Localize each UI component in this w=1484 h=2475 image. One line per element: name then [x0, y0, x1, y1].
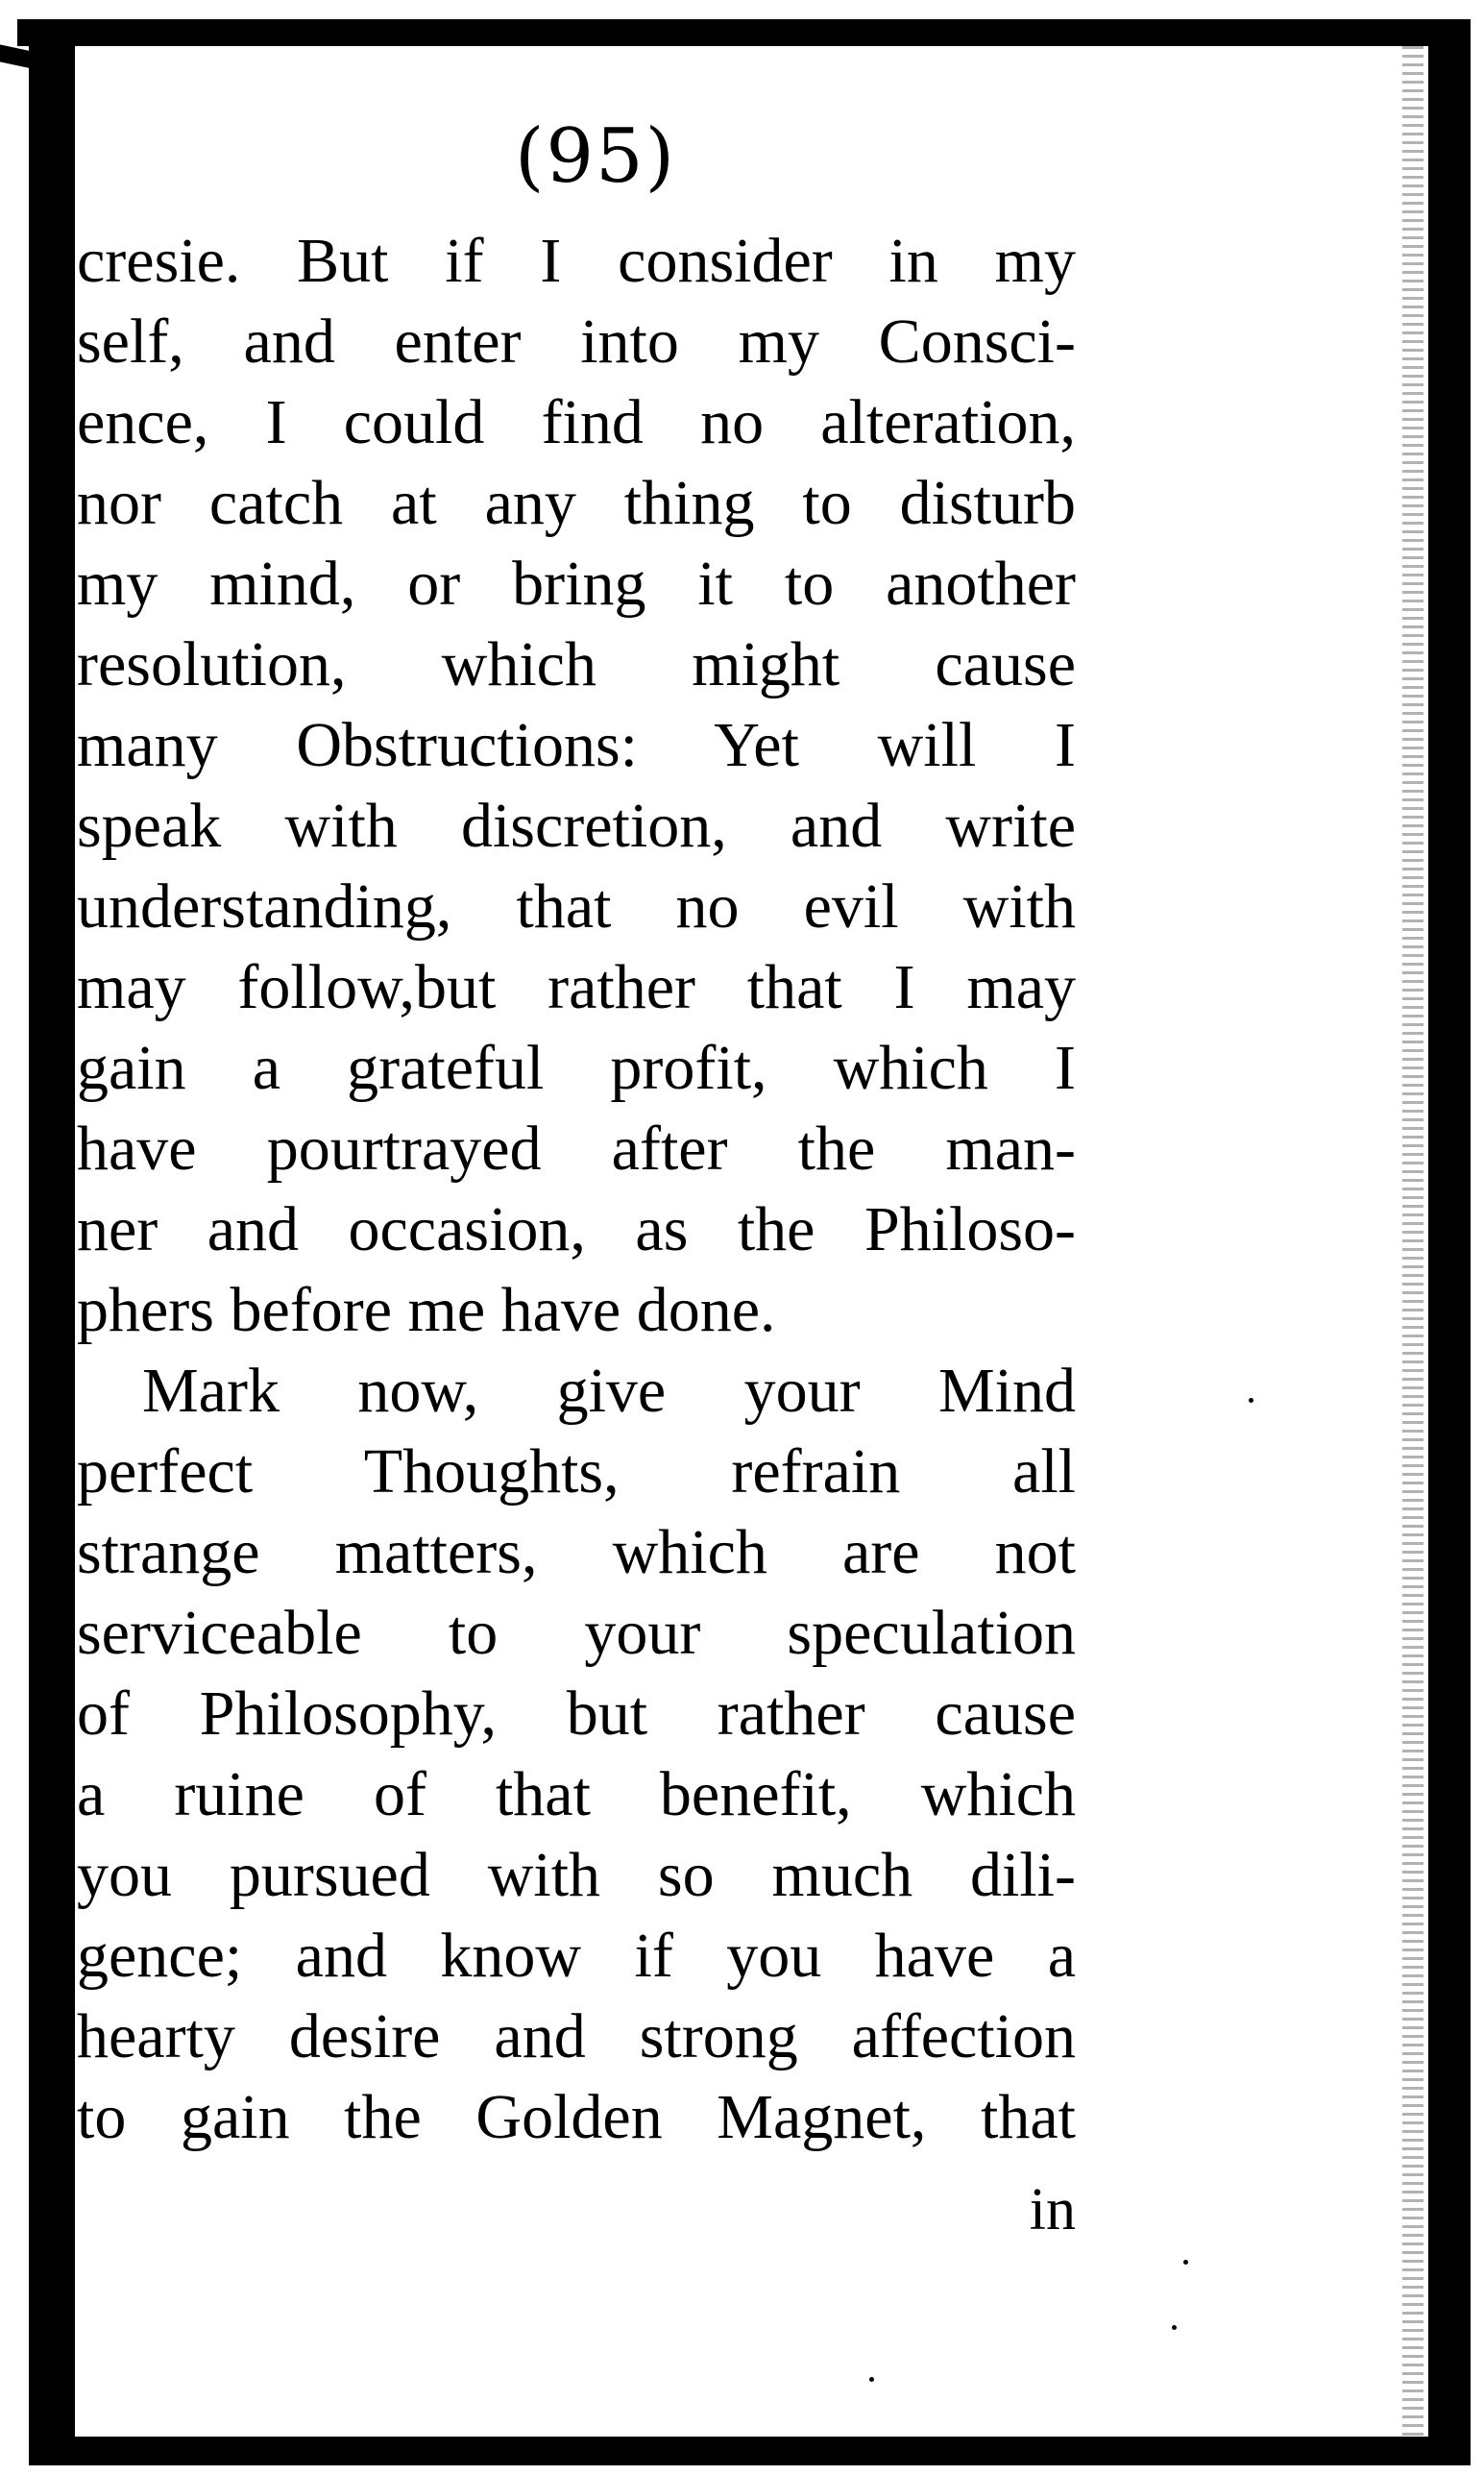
body-text — [77, 221, 1076, 2158]
page-edge-shading — [1402, 46, 1423, 2448]
text-line: resolution, which might cause — [77, 629, 1076, 699]
scan-border-left — [29, 19, 75, 2465]
text-line: serviceable to your speculation — [77, 1598, 1076, 1668]
text-line: of Philosophy, but rather cause — [77, 1679, 1076, 1749]
text-line: gence; and know if you have a — [77, 1921, 1076, 1991]
text-line: to gain the Golden Magnet, that — [77, 2082, 1076, 2152]
text-line: many Obstructions: Yet will I — [77, 710, 1076, 780]
scan-speck — [1172, 2325, 1177, 2330]
paragraph-1 — [77, 221, 1076, 1351]
text-line: phers before me have done. — [77, 1275, 776, 1345]
text-line: my mind, or bring it to another — [77, 549, 1076, 619]
text-line: a ruine of that benefit, which — [77, 1759, 1076, 1829]
text-line: perfect Thoughts, refrain all — [77, 1436, 1076, 1507]
text-line: hearty desire and strong affection — [77, 2001, 1076, 2071]
scan-corner-mark — [0, 44, 33, 68]
text-line: have pourtrayed after the man- — [77, 1114, 1076, 1184]
scan-speck — [1249, 1398, 1253, 1403]
scan-border-right — [1428, 19, 1471, 2465]
text-line: cresie. But if I consider in my — [77, 226, 1076, 296]
text-line: understanding, that no evil with — [77, 871, 1076, 942]
text-line: speak with discretion, and write — [77, 791, 1076, 861]
scan-speck — [869, 2377, 874, 2382]
page-number: (95) — [514, 113, 677, 200]
text-line: you pursued with so much dili- — [77, 1840, 1076, 1910]
text-line: ner and occasion, as the Philoso- — [77, 1194, 1076, 1264]
text-line: gain a grateful profit, which I — [77, 1033, 1076, 1103]
text-line: ence, I could find no alteration, — [77, 387, 1076, 457]
scan-border-bottom — [29, 2437, 1471, 2465]
text-line: may follow,but rather that I may — [77, 952, 1076, 1022]
catchword: in — [1029, 2177, 1076, 2242]
text-line: Mark now, give your Mind — [142, 1356, 1076, 1426]
paragraph-2 — [77, 1351, 1076, 2158]
text-line: nor catch at any thing to disturb — [77, 468, 1076, 538]
text-line: self, and enter into my Consci- — [77, 306, 1076, 377]
scan-speck — [1183, 2260, 1188, 2265]
text-line: strange matters, which are not — [77, 1517, 1076, 1587]
scan-border-top — [17, 19, 1470, 46]
